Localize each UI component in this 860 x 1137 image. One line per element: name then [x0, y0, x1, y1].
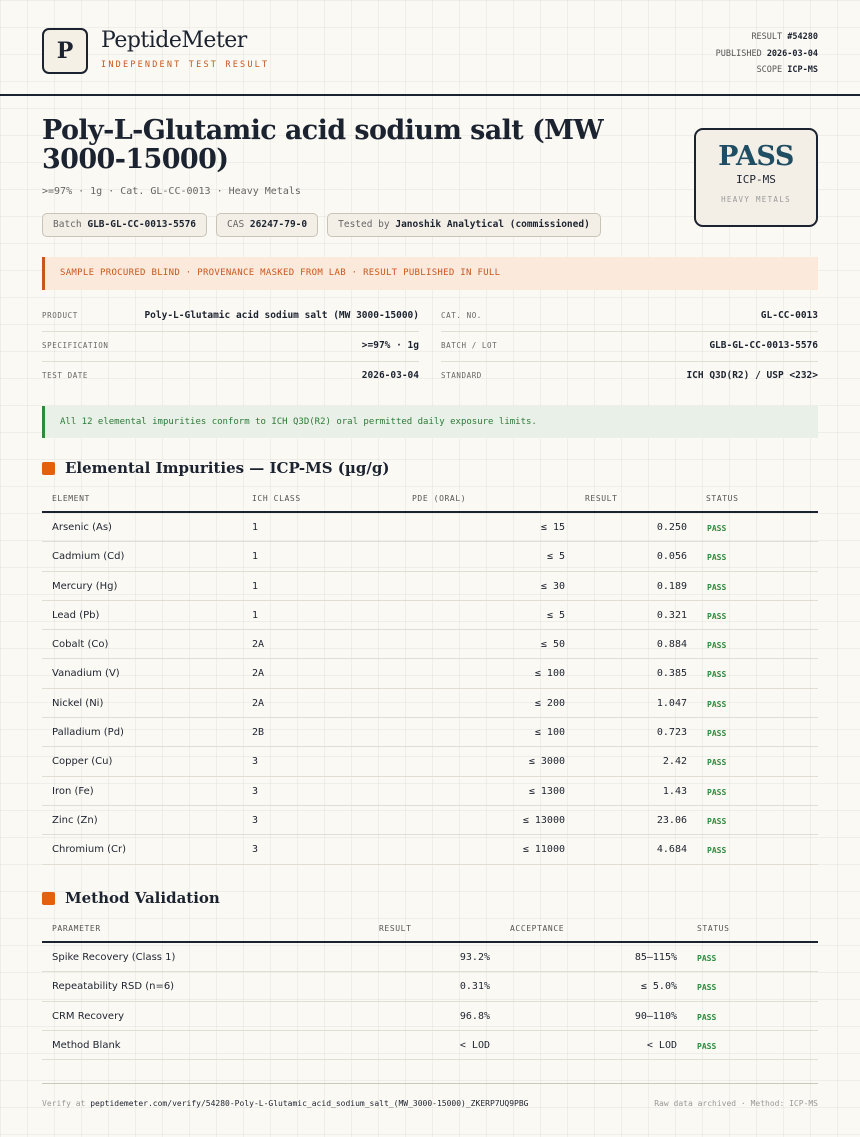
pde-limit: ≤ 15 [540, 522, 565, 533]
table-header [42, 921, 818, 943]
result-value: 0.385 [656, 668, 687, 680]
ich-class: 1 [252, 580, 259, 592]
stamp-verdict: PASS [718, 141, 794, 172]
pde-limit: ≤ 50 [540, 639, 565, 651]
info-value: Poly-L-Glutamic acid sodium salt (MW 3000-15000) [144, 310, 419, 321]
result-value: 0.884 [656, 639, 687, 651]
status-badge: PASS [697, 1041, 717, 1051]
info-label: BATCH / LOT [441, 341, 498, 350]
status-badge: PASS [707, 758, 727, 768]
info-standard [441, 362, 818, 392]
result-value: 4.684 [656, 844, 687, 856]
element-name: Arsenic (As) [52, 522, 112, 533]
product-title: Poly-L-Glutamic acid sodium salt (MW 3000-15000) [42, 115, 604, 175]
pde-limit: ≤ 5 [546, 609, 565, 621]
info-value: >=97% · 1g [361, 340, 419, 351]
status-badge: PASS [707, 582, 727, 592]
status-badge: PASS [707, 611, 727, 621]
verify-link[interactable]: peptidemeter.com/verify/54280-Poly-L-Glutamic_acid_sodium_salt_(MW_3000-15000)_ZKERP7UQ9PBG [90, 1099, 529, 1108]
ich-class: 2A [252, 697, 265, 709]
table-row [42, 689, 818, 718]
brand-name: PeptideMeter [101, 28, 247, 53]
table-row [42, 659, 818, 688]
acceptance-range: < LOD [646, 1039, 677, 1051]
stamp-method: ICP-MS [736, 173, 776, 186]
result-label: RESULT [751, 32, 783, 42]
result-value: < LOD [459, 1039, 490, 1051]
status-badge: PASS [697, 983, 717, 993]
info-label: PRODUCT [42, 311, 78, 320]
element-name: Vanadium (V) [52, 668, 120, 680]
col-ich-class: ICH CLASS [252, 494, 301, 503]
info-label: STANDARD [441, 371, 482, 380]
verify-line [42, 1099, 528, 1108]
pde-limit: ≤ 13000 [522, 814, 565, 826]
table-row [42, 777, 818, 806]
section-marker-icon [42, 892, 55, 905]
brand-subtitle: INDEPENDENT TEST RESULT [101, 60, 270, 70]
table-row [42, 601, 818, 630]
result-value: 2.42 [662, 756, 687, 768]
status-badge: PASS [707, 699, 727, 709]
status-badge: PASS [707, 641, 727, 651]
pde-limit: ≤ 100 [534, 727, 565, 739]
col-result: RESULT [379, 924, 412, 933]
status-badge: PASS [707, 670, 727, 680]
acceptance-range: ≤ 5.0% [640, 981, 677, 993]
col-status: STATUS [697, 924, 730, 933]
table-body [42, 943, 818, 1060]
table-row [42, 1031, 818, 1060]
info-label: SPECIFICATION [42, 341, 109, 350]
element-name: Cobalt (Co) [52, 639, 109, 651]
footer-note: Raw data archived · Method: ICP-MS [654, 1099, 818, 1108]
ich-class: 3 [252, 844, 259, 856]
result-number: #54280 [787, 32, 818, 42]
stamp-scope: HEAVY METALS [721, 195, 791, 204]
result-value: 1.047 [656, 697, 687, 709]
acceptance-range: 85–115% [634, 952, 677, 963]
table-row [42, 630, 818, 659]
pde-limit: ≤ 200 [534, 697, 565, 709]
element-name: Zinc (Zn) [52, 814, 98, 826]
status-badge: PASS [707, 524, 727, 533]
section-title: Method Validation [65, 889, 220, 907]
element-name: Nickel (Ni) [52, 697, 104, 709]
col-pde: PDE (ORAL) [412, 494, 467, 503]
acceptance-range: 90–110% [634, 1010, 677, 1022]
ich-class: 3 [252, 785, 259, 797]
impurities-heading [42, 459, 389, 477]
validation-heading [42, 889, 220, 907]
lab-chip [327, 213, 601, 237]
col-parameter: PARAMETER [52, 924, 101, 933]
validation-table [42, 921, 818, 1060]
result-value: 0.723 [656, 727, 687, 739]
status-badge: PASS [707, 729, 727, 739]
status-badge: PASS [707, 816, 727, 826]
info-specification [42, 332, 419, 362]
pde-limit: ≤ 100 [534, 668, 565, 680]
info-value: ICH Q3D(R2) / USP <232> [686, 370, 818, 381]
pde-limit: ≤ 3000 [528, 756, 565, 768]
info-product [42, 302, 419, 332]
status-badge: PASS [707, 553, 727, 563]
info-test-date [42, 362, 419, 392]
result-value: 0.250 [656, 522, 687, 533]
table-row [42, 972, 818, 1001]
table-row [42, 542, 818, 571]
status-badge: PASS [707, 846, 727, 856]
pde-limit: ≤ 30 [540, 580, 565, 592]
page-footer [42, 1083, 818, 1108]
result-value: 1.43 [662, 785, 687, 797]
table-row [42, 718, 818, 747]
chip-row [42, 213, 601, 237]
result-value: 0.189 [656, 580, 687, 592]
pde-limit: ≤ 1300 [528, 785, 565, 797]
info-value: 2026-03-04 [361, 370, 419, 381]
col-acceptance: ACCEPTANCE [510, 924, 565, 933]
page-header [0, 0, 860, 96]
status-badge: PASS [707, 787, 727, 797]
parameter-name: Repeatability RSD (n=6) [52, 981, 175, 993]
conformance-banner: All 12 elemental impurities conform to ICH Q3D(R2) oral permitted daily exposure limits. [42, 406, 818, 438]
table-row [42, 513, 818, 542]
verify-label: Verify at [42, 1099, 86, 1108]
element-name: Cadmium (Cd) [52, 551, 125, 563]
published-date: 2026-03-04 [766, 48, 818, 59]
parameter-name: CRM Recovery [52, 1010, 125, 1022]
scope-label: SCOPE [756, 65, 783, 75]
chip-value: 26247-79-0 [249, 219, 308, 230]
logo [42, 28, 88, 74]
result-meta [716, 29, 818, 79]
cas-chip [216, 213, 318, 237]
col-result: RESULT [585, 494, 618, 503]
ich-class: 2A [252, 668, 265, 680]
procurement-notice: SAMPLE PROCURED BLIND · PROVENANCE MASKED FROM LAB · RESULT PUBLISHED IN FULL [42, 257, 818, 290]
info-cat-no [441, 302, 818, 332]
col-element: ELEMENT [52, 494, 90, 503]
element-name: Lead (Pb) [52, 609, 100, 621]
parameter-name: Spike Recovery (Class 1) [52, 952, 176, 963]
info-value: GL-CC-0013 [760, 310, 818, 321]
ich-class: 3 [252, 756, 259, 768]
chip-label: CAS [227, 219, 245, 230]
result-value: 0.31% [459, 981, 490, 993]
status-badge: PASS [697, 1012, 717, 1022]
result-value: 0.056 [656, 551, 687, 563]
ich-class: 1 [252, 551, 259, 563]
ich-class: 1 [252, 522, 259, 533]
chip-label: Tested by [338, 219, 390, 230]
table-row [42, 806, 818, 835]
result-value: 96.8% [459, 1010, 490, 1022]
element-name: Copper (Cu) [52, 756, 113, 768]
table-row [42, 943, 818, 972]
impurities-table [42, 491, 818, 865]
chip-label: Batch [53, 219, 82, 230]
info-label: CAT. NO. [441, 311, 482, 320]
chip-value: GLB-GL-CC-0013-5576 [87, 219, 197, 230]
info-value: GLB-GL-CC-0013-5576 [709, 340, 818, 351]
chip-value: Janoshik Analytical (commissioned) [395, 219, 590, 230]
ich-class: 2A [252, 639, 265, 651]
element-name: Iron (Fe) [52, 785, 94, 797]
info-label: TEST DATE [42, 371, 89, 380]
col-status: STATUS [706, 494, 739, 503]
logo-letter: P [56, 38, 74, 64]
element-name: Mercury (Hg) [52, 580, 118, 592]
table-row [42, 835, 818, 864]
pass-stamp [694, 128, 818, 227]
element-name: Palladium (Pd) [52, 727, 124, 739]
section-title: Elemental Impurities — ICP-MS (µg/g) [65, 459, 390, 477]
table-row [42, 747, 818, 776]
info-batch [441, 332, 818, 362]
ich-class: 3 [252, 814, 259, 826]
result-value: 23.06 [656, 814, 687, 826]
batch-chip [42, 213, 207, 237]
table-header [42, 491, 818, 513]
pde-limit: ≤ 11000 [522, 844, 565, 856]
element-name: Chromium (Cr) [52, 844, 127, 856]
table-row [42, 572, 818, 601]
table-row [42, 1002, 818, 1031]
published-label: PUBLISHED [715, 48, 762, 59]
result-value: 0.321 [656, 609, 687, 621]
table-body [42, 513, 818, 865]
ich-class: 1 [252, 609, 259, 621]
parameter-name: Method Blank [52, 1039, 121, 1051]
status-badge: PASS [697, 954, 717, 963]
ich-class: 2B [252, 727, 265, 739]
section-marker-icon [42, 462, 55, 475]
product-subline: >=97% · 1g · Cat. GL-CC-0013 · Heavy Metals [42, 186, 301, 197]
result-value: 93.2% [459, 952, 490, 963]
scope-value: ICP-MS [787, 65, 818, 75]
pde-limit: ≤ 5 [546, 551, 565, 563]
